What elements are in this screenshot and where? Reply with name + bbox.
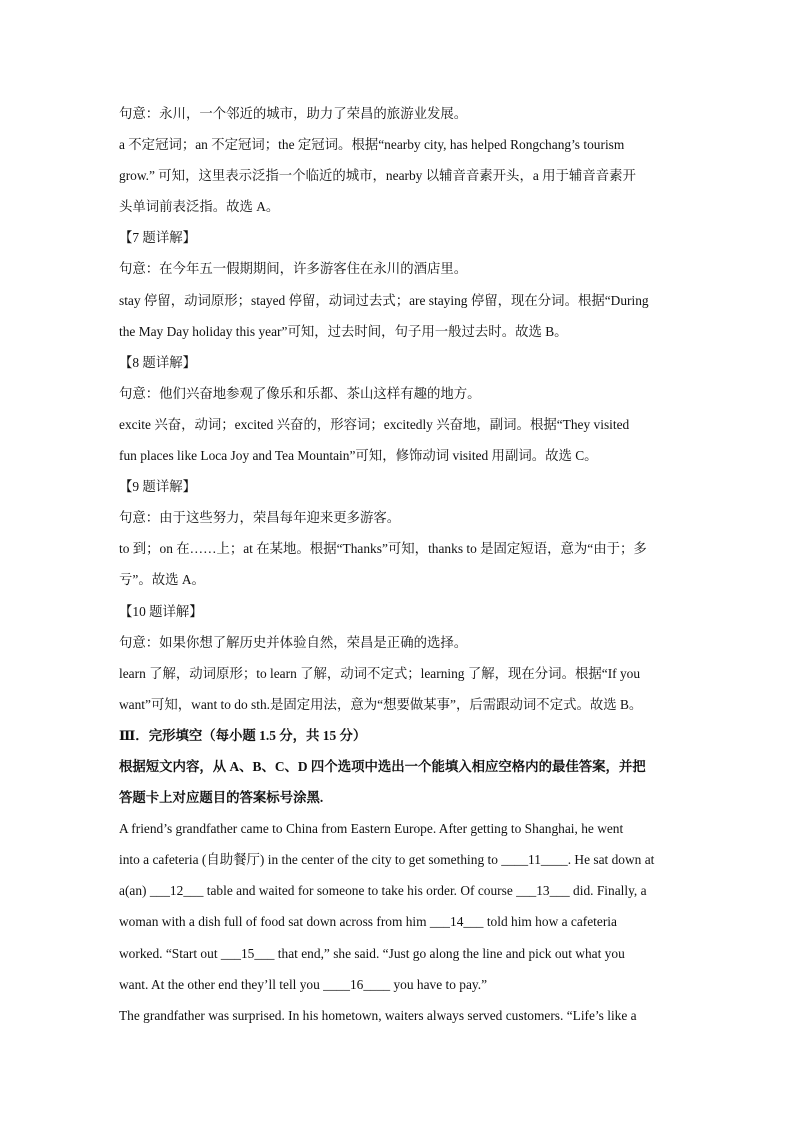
meaning-q6: 句意：永川，一个邻近的城市，助力了荣昌的旅游业发展。 [119, 106, 468, 121]
instructions-line2: 答题卡上对应题目的答案标号涂黑. [119, 790, 324, 806]
passage-line5: worked. “Start out ___15___ that end,” she said. “Just go along the line and pick out what you [119, 945, 625, 961]
analysis-q8-line1: excite 兴奋，动词；excited 兴奋的，形容词；excitedly 兴奋地，副词。根据“They visited [119, 416, 630, 432]
section-title-cloze: Ⅲ．完形填空（每小题 1.5 分，共 15 分） [119, 727, 367, 743]
passage-line6: want. At the other end they’ll tell you ____16____ you have to pay.” [119, 976, 488, 992]
analysis-q6-line1: a 不定冠词；an 不定冠词；the 定冠词。根据“nearby city, has helped Rongchang’s tourism [119, 137, 625, 153]
heading-q7: 【7 题详解】 [119, 230, 196, 246]
analysis-q9-line1: to 到；on 在……上；at 在某地。根据“Thanks”可知，thanks to 是固定短语，意为“由于；多 [119, 541, 647, 557]
meaning-q10: 句意：如果你想了解历史并体验自然，荣昌是正确的选择。 [119, 634, 468, 650]
analysis-q9-line2: 亏”。故选 A。 [119, 572, 205, 588]
analysis-q6-line3: 头单词前表泛指。故选 A。 [119, 199, 280, 215]
document-page [119, 98, 679, 1031]
passage-line2: into a cafeteria (自助餐厅) in the center of the city to get something to ____11____. He sat down at [119, 852, 655, 868]
analysis-q7-line2: the May Day holiday this year”可知，过去时间，句子用一般过去时。故选 B。 [119, 323, 568, 339]
analysis-q6-line2: grow.” 可知，这里表示泛指一个临近的城市，nearby 以辅音音素开头，a 用于辅音音素开 [119, 168, 636, 184]
meaning-q8: 句意：他们兴奋地参观了像乐和乐都、茶山这样有趣的地方。 [119, 385, 481, 401]
instructions-line1: 根据短文内容，从 A、B、C、D 四个选项中选出一个能填入相应空格内的最佳答案，并把 [119, 758, 646, 774]
passage-line1: A friend’s grandfather came to China from Eastern Europe. After getting to Shanghai, he went [119, 821, 624, 837]
analysis-q8-line2: fun places like Loca Joy and Tea Mountain”可知，修饰动词 visited 用副词。故选 C。 [119, 448, 598, 464]
passage-line3: a(an) ___12___ table and waited for someone to take his order. Of course ___13___ did. Finally, a [119, 883, 647, 899]
passage-line7: The grandfather was surprised. In his hometown, waiters always served customers. “Life’s like a [119, 1007, 637, 1023]
heading-q10: 【10 题详解】 [119, 603, 203, 619]
passage-line4: woman with a dish full of food sat down across from him ___14___ told him how a cafeteria [119, 914, 617, 930]
meaning-q7: 句意：在今年五一假期期间，许多游客住在永川的酒店里。 [119, 261, 468, 277]
heading-q8: 【8 题详解】 [119, 354, 196, 370]
heading-q9: 【9 题详解】 [119, 479, 196, 495]
analysis-q7-line1: stay 停留，动词原形；stayed 停留，动词过去式；are staying 停留，现在分词。根据“During [119, 292, 649, 308]
meaning-q9: 句意：由于这些努力，荣昌每年迎来更多游客。 [119, 510, 401, 526]
analysis-q10-line2: want”可知，want to do sth.是固定用法，意为“想要做某事”，后需跟动词不定式。故选 B。 [119, 696, 643, 712]
analysis-q10-line1: learn 了解，动词原形；to learn 了解，动词不定式；learning 了解，现在分词。根据“If you [119, 665, 641, 681]
